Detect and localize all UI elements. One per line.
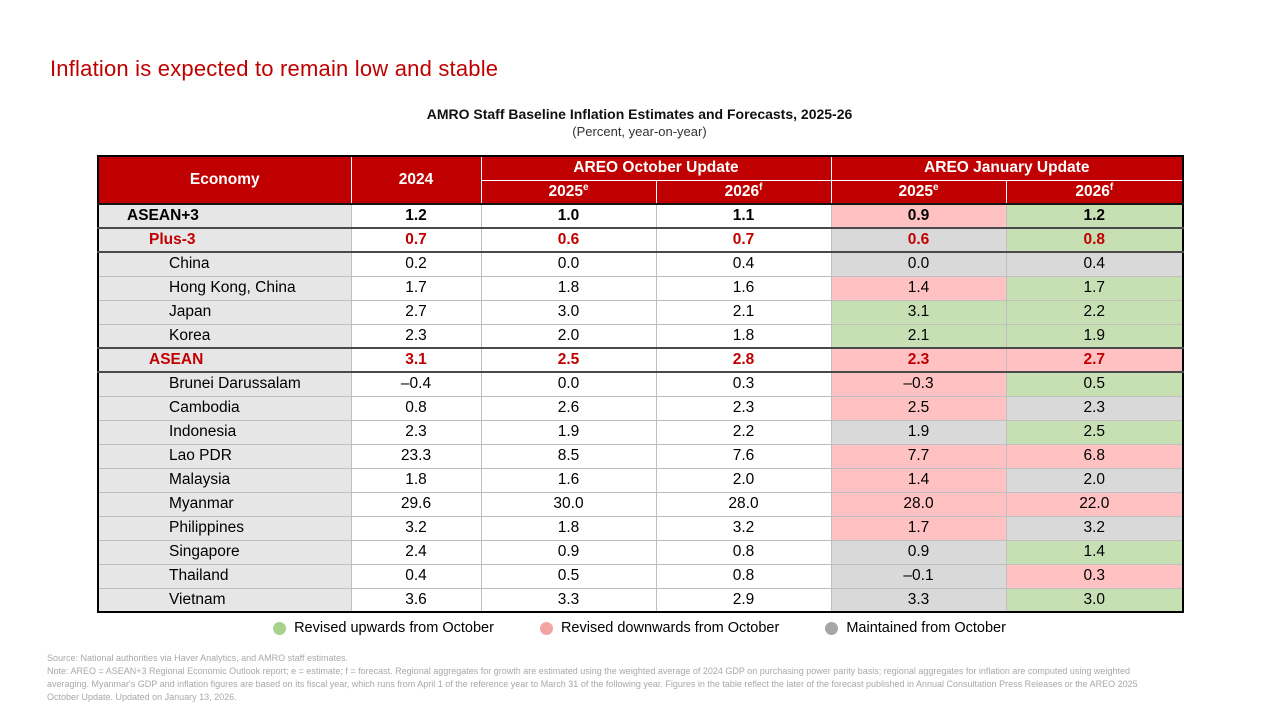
cell-jan-2026: 0.8 — [1006, 228, 1183, 252]
cell-oct-2026: 2.0 — [656, 468, 831, 492]
legend-item-revised-upwards — [273, 620, 494, 636]
cell-oct-2025: 1.8 — [481, 276, 656, 300]
cell-economy: Myanmar — [98, 492, 351, 516]
cell-economy: Hong Kong, China — [98, 276, 351, 300]
cell-jan-2025: 1.7 — [831, 516, 1006, 540]
legend-label: Revised upwards from October — [294, 620, 494, 636]
cell-jan-2026: 2.5 — [1006, 420, 1183, 444]
cell-oct-2026: 1.6 — [656, 276, 831, 300]
page-title: Inflation is expected to remain low and stable — [50, 56, 499, 81]
cell-oct-2026: 0.8 — [656, 564, 831, 588]
cell-oct-2025: 0.0 — [481, 372, 656, 396]
col-header-jan-2026f: 2026$^f$ — [1006, 180, 1183, 204]
cell-jan-2026: 1.4 — [1006, 540, 1183, 564]
legend-label: Maintained from October — [846, 620, 1006, 636]
table-body — [98, 204, 1183, 612]
cell-2024: –0.4 — [351, 372, 481, 396]
cell-jan-2026: 3.0 — [1006, 588, 1183, 612]
legend — [97, 620, 1182, 636]
cell-oct-2025: 30.0 — [481, 492, 656, 516]
cell-economy: Indonesia — [98, 420, 351, 444]
cell-oct-2025: 1.8 — [481, 516, 656, 540]
col-header-oct-2025e: 2025e — [481, 180, 656, 204]
cell-jan-2025: 3.3 — [831, 588, 1006, 612]
table-row — [98, 276, 1183, 300]
cell-2024: 1.7 — [351, 276, 481, 300]
cell-oct-2025: 0.5 — [481, 564, 656, 588]
table-caption — [97, 106, 1182, 139]
cell-oct-2025: 1.9 — [481, 420, 656, 444]
cell-jan-2026: 0.5 — [1006, 372, 1183, 396]
cell-oct-2026: 0.7 — [656, 228, 831, 252]
cell-jan-2026: 1.7 — [1006, 276, 1183, 300]
col-group-january-update: AREO January Update — [831, 156, 1183, 180]
cell-2024: 2.4 — [351, 540, 481, 564]
cell-2024: 23.3 — [351, 444, 481, 468]
table-row — [98, 420, 1183, 444]
footnotes — [47, 652, 1197, 704]
legend-item-revised-downwards — [540, 620, 779, 636]
cell-jan-2026: 2.2 — [1006, 300, 1183, 324]
cell-oct-2025: 3.3 — [481, 588, 656, 612]
cell-economy: Malaysia — [98, 468, 351, 492]
cell-oct-2025: 3.0 — [481, 300, 656, 324]
cell-oct-2025: 1.0 — [481, 204, 656, 228]
cell-economy: ASEAN — [98, 348, 351, 372]
table-row — [98, 372, 1183, 396]
cell-economy: Thailand — [98, 564, 351, 588]
table-row — [98, 516, 1183, 540]
note-line: Note: AREO = ASEAN+3 Regional Economic Outlook report; e = estimate; f = forecast. Regional aggregates for growth are estimated using the weighted average of 2024 GDP on purchasing power parity basis; regional aggregates for inflation are computed using weighted — [47, 666, 1130, 677]
cell-oct-2025: 0.0 — [481, 252, 656, 276]
cell-jan-2025: 0.9 — [831, 540, 1006, 564]
cell-2024: 2.3 — [351, 324, 481, 348]
cell-jan-2026: 2.3 — [1006, 396, 1183, 420]
cell-oct-2025: 0.9 — [481, 540, 656, 564]
table-row — [98, 204, 1183, 228]
cell-jan-2025: 0.6 — [831, 228, 1006, 252]
cell-jan-2026: 1.9 — [1006, 324, 1183, 348]
col-header-jan-2025e: 2025e — [831, 180, 1006, 204]
col-header-economy: Economy — [98, 156, 351, 204]
cell-economy: Plus-3 — [98, 228, 351, 252]
table-row — [98, 396, 1183, 420]
table-row — [98, 492, 1183, 516]
col-header-oct-2026f: 2026$^f$ — [656, 180, 831, 204]
cell-jan-2025: 2.3 — [831, 348, 1006, 372]
col-group-october-update: AREO October Update — [481, 156, 831, 180]
table-row — [98, 300, 1183, 324]
cell-economy: ASEAN+3 — [98, 204, 351, 228]
cell-jan-2026: 2.7 — [1006, 348, 1183, 372]
cell-oct-2025: 2.6 — [481, 396, 656, 420]
table-row — [98, 324, 1183, 348]
cell-2024: 0.7 — [351, 228, 481, 252]
cell-economy: Japan — [98, 300, 351, 324]
cell-oct-2026: 3.2 — [656, 516, 831, 540]
cell-oct-2025: 8.5 — [481, 444, 656, 468]
cell-jan-2026: 3.2 — [1006, 516, 1183, 540]
cell-jan-2026: 0.4 — [1006, 252, 1183, 276]
cell-economy: Lao PDR — [98, 444, 351, 468]
cell-2024: 3.1 — [351, 348, 481, 372]
cell-oct-2026: 2.2 — [656, 420, 831, 444]
cell-jan-2025: –0.3 — [831, 372, 1006, 396]
cell-jan-2025: 1.4 — [831, 468, 1006, 492]
table-row — [98, 252, 1183, 276]
cell-jan-2025: 1.4 — [831, 276, 1006, 300]
cell-jan-2025: 3.1 — [831, 300, 1006, 324]
cell-2024: 0.2 — [351, 252, 481, 276]
cell-oct-2026: 0.4 — [656, 252, 831, 276]
cell-economy: Cambodia — [98, 396, 351, 420]
maintained-dot-icon — [825, 622, 838, 635]
cell-economy: Singapore — [98, 540, 351, 564]
cell-2024: 1.2 — [351, 204, 481, 228]
cell-oct-2026: 1.8 — [656, 324, 831, 348]
cell-oct-2026: 7.6 — [656, 444, 831, 468]
cell-economy: China — [98, 252, 351, 276]
note-line: averaging. Myanmar's GDP and inflation figures are based on its fiscal year, which runs from April 1 of the reference year to March 31 of the following year. Figures in the table reflect the later of the forecast published in Annual Consultation Press Releases or the AREO 2025 — [47, 679, 1138, 690]
table-row — [98, 228, 1183, 252]
table-row — [98, 444, 1183, 468]
cell-oct-2026: 2.8 — [656, 348, 831, 372]
legend-item-maintained — [825, 620, 1006, 636]
cell-2024: 0.4 — [351, 564, 481, 588]
source-note: Source: National authorities via Haver Analytics, and AMRO staff estimates. — [47, 653, 348, 663]
note-line: October Update. Updated on January 13, 2026. — [47, 692, 237, 703]
table-row — [98, 348, 1183, 372]
cell-2024: 0.8 — [351, 396, 481, 420]
cell-oct-2026: 2.1 — [656, 300, 831, 324]
cell-oct-2025: 0.6 — [481, 228, 656, 252]
cell-jan-2026: 6.8 — [1006, 444, 1183, 468]
cell-2024: 3.2 — [351, 516, 481, 540]
col-header-2024: 2024 — [351, 156, 481, 204]
table-row — [98, 564, 1183, 588]
cell-jan-2025: 1.9 — [831, 420, 1006, 444]
cell-economy: Philippines — [98, 516, 351, 540]
cell-economy: Korea — [98, 324, 351, 348]
cell-jan-2026: 22.0 — [1006, 492, 1183, 516]
cell-jan-2025: 7.7 — [831, 444, 1006, 468]
table-row — [98, 588, 1183, 612]
cell-oct-2026: 0.3 — [656, 372, 831, 396]
cell-jan-2025: 28.0 — [831, 492, 1006, 516]
table-row — [98, 540, 1183, 564]
cell-jan-2026: 0.3 — [1006, 564, 1183, 588]
cell-jan-2026: 2.0 — [1006, 468, 1183, 492]
cell-oct-2026: 2.9 — [656, 588, 831, 612]
cell-jan-2025: 2.1 — [831, 324, 1006, 348]
cell-oct-2025: 2.5 — [481, 348, 656, 372]
cell-oct-2026: 2.3 — [656, 396, 831, 420]
cell-oct-2026: 1.1 — [656, 204, 831, 228]
table-subtitle: (Percent, year-on-year) — [572, 124, 707, 139]
legend-label: Revised downwards from October — [560, 620, 780, 636]
inflation-table — [97, 155, 1184, 613]
cell-oct-2025: 2.0 — [481, 324, 656, 348]
cell-2024: 2.3 — [351, 420, 481, 444]
cell-2024: 2.7 — [351, 300, 481, 324]
cell-oct-2025: 1.6 — [481, 468, 656, 492]
cell-oct-2026: 28.0 — [656, 492, 831, 516]
cell-economy: Vietnam — [98, 588, 351, 612]
cell-2024: 1.8 — [351, 468, 481, 492]
cell-jan-2025: 0.0 — [831, 252, 1006, 276]
table-header — [98, 156, 1183, 204]
cell-jan-2025: 2.5 — [831, 396, 1006, 420]
cell-jan-2026: 1.2 — [1006, 204, 1183, 228]
revised-upwards-dot-icon — [273, 622, 286, 635]
cell-2024: 3.6 — [351, 588, 481, 612]
cell-2024: 29.6 — [351, 492, 481, 516]
cell-oct-2026: 0.8 — [656, 540, 831, 564]
table-row — [98, 468, 1183, 492]
cell-jan-2025: –0.1 — [831, 564, 1006, 588]
cell-jan-2025: 0.9 — [831, 204, 1006, 228]
table-title: AMRO Staff Baseline Inflation Estimates and Forecasts, 2025-26 — [426, 106, 853, 122]
revised-downwards-dot-icon — [540, 622, 553, 635]
cell-economy: Brunei Darussalam — [98, 372, 351, 396]
